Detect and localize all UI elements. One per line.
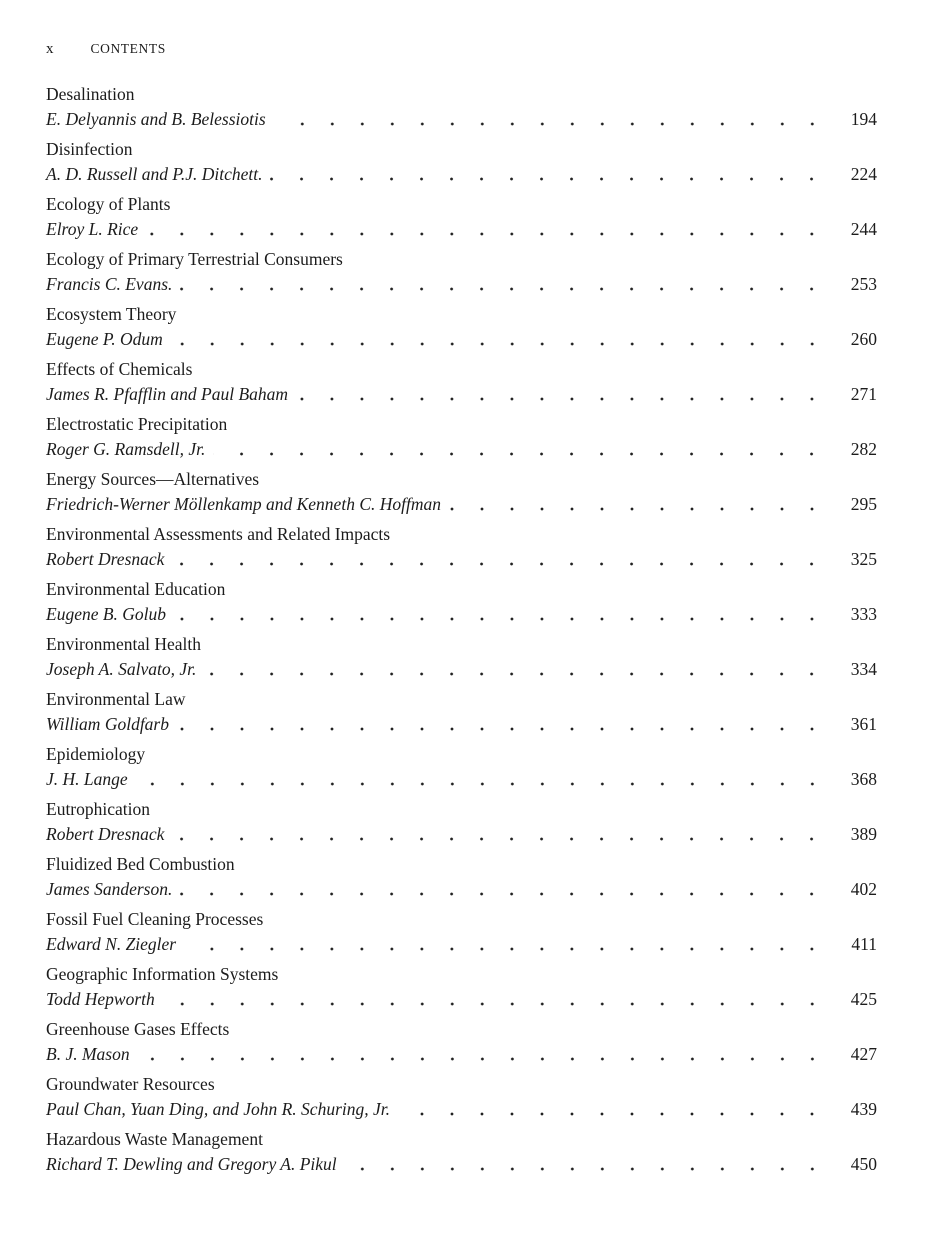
entry-author-row — [46, 492, 877, 516]
dot-leader — [270, 162, 829, 186]
entry-authors: Joseph A. Salvato, Jr. — [46, 659, 197, 679]
toc-entry — [46, 1017, 877, 1066]
dot-leader — [180, 272, 829, 296]
dot-leader — [204, 657, 829, 681]
entry-page-number: 450 — [850, 1154, 877, 1174]
toc-entry-list — [46, 82, 877, 1176]
toc-entry — [46, 577, 877, 626]
entry-authors: Francis C. Evans. — [46, 274, 173, 294]
entry-title: Geographic Information Systems — [46, 964, 279, 984]
entry-title: Energy Sources—Alternatives — [46, 469, 260, 489]
dot-leader — [171, 327, 829, 351]
entry-authors: B. J. Mason — [46, 1044, 130, 1064]
entry-page-number: 411 — [851, 934, 877, 954]
dot-leader — [449, 492, 829, 516]
toc-entry — [46, 632, 877, 681]
entry-author-row — [46, 657, 877, 681]
entry-title: Environmental Assessments and Related Impacts — [46, 524, 391, 544]
toc-entry — [46, 852, 877, 901]
entry-page-number: 368 — [850, 769, 877, 789]
dot-leader — [172, 822, 829, 846]
toc-entry — [46, 742, 877, 791]
toc-entry — [46, 302, 877, 351]
toc-entry — [46, 137, 877, 186]
entry-page-number: 334 — [850, 659, 877, 679]
entry-authors: Eugene B. Golub — [46, 604, 167, 624]
entry-authors: Robert Dresnack — [46, 824, 165, 844]
entry-authors: A. D. Russell and P.J. Ditchett. — [46, 164, 263, 184]
entry-title: Epidemiology — [46, 744, 146, 764]
folio-page-number: x — [46, 41, 54, 57]
entry-page-number: 271 — [850, 384, 877, 404]
entry-author-row — [46, 547, 877, 571]
toc-entry — [46, 412, 877, 461]
toc-entry — [46, 247, 877, 296]
entry-authors: William Goldfarb — [46, 714, 169, 734]
entry-page-number: 282 — [850, 439, 877, 459]
toc-entry — [46, 1127, 877, 1176]
entry-author-row — [46, 437, 877, 461]
entry-title: Ecosystem Theory — [46, 304, 177, 324]
entry-page-number: 402 — [850, 879, 877, 899]
entry-author-row — [46, 272, 877, 296]
entry-page-number: 194 — [850, 109, 877, 129]
entry-title: Ecology of Primary Terrestrial Consumers — [46, 249, 343, 269]
entry-title: Fossil Fuel Cleaning Processes — [46, 909, 264, 929]
toc-entry — [46, 82, 877, 131]
toc-entry — [46, 467, 877, 516]
dot-leader — [180, 877, 829, 901]
entry-title: Fluidized Bed Combustion — [46, 854, 235, 874]
entry-page-number: 425 — [850, 989, 877, 1009]
entry-title: Effects of Chemicals — [46, 359, 193, 379]
entry-author-row — [46, 822, 877, 846]
toc-entry — [46, 907, 877, 956]
entry-title: Environmental Education — [46, 579, 226, 599]
running-title: CONTENTS — [90, 41, 166, 56]
entry-author-row — [46, 327, 877, 351]
toc-entry — [46, 687, 877, 736]
toc-entry — [46, 962, 877, 1011]
entry-page-number: 325 — [850, 549, 877, 569]
dot-leader — [184, 932, 829, 956]
dot-leader — [177, 712, 829, 736]
entry-title: Desalination — [46, 84, 135, 104]
entry-authors: Robert Dresnack — [46, 549, 165, 569]
entry-authors: Todd Hepworth — [46, 989, 155, 1009]
dot-leader — [213, 437, 829, 461]
entry-authors: Roger G. Ramsdell, Jr. — [46, 439, 206, 459]
entry-author-row — [46, 107, 877, 131]
entry-page-number: 244 — [850, 219, 877, 239]
entry-author-row — [46, 1097, 877, 1121]
entry-page-number: 439 — [850, 1099, 877, 1119]
entry-title: Hazardous Waste Management — [46, 1129, 263, 1149]
toc-entry — [46, 192, 877, 241]
entry-page-number: 361 — [850, 714, 877, 734]
entry-author-row — [46, 1152, 877, 1176]
dot-leader — [163, 987, 829, 1011]
running-head — [46, 40, 877, 58]
entry-author-row — [46, 382, 877, 406]
entry-page-number: 389 — [850, 824, 877, 844]
toc-entry — [46, 357, 877, 406]
entry-authors: Edward N. Ziegler — [46, 934, 177, 954]
entry-authors: E. Delyannis and B. Belessiotis — [46, 109, 266, 129]
dot-leader — [174, 602, 829, 626]
toc-entry — [46, 522, 877, 571]
entry-author-row — [46, 877, 877, 901]
entry-authors: Richard T. Dewling and Gregory A. Pikul — [46, 1154, 337, 1174]
dot-leader — [136, 767, 829, 791]
entry-authors: James Sanderson. — [46, 879, 173, 899]
entry-authors: Paul Chan, Yuan Ding, and John R. Schuring, Jr. — [46, 1099, 391, 1119]
entry-author-row — [46, 162, 877, 186]
entry-author-row — [46, 217, 877, 241]
entry-page-number: 333 — [850, 604, 877, 624]
entry-author-row — [46, 932, 877, 956]
toc-entry — [46, 1072, 877, 1121]
entry-page-number: 295 — [850, 494, 877, 514]
entry-title: Ecology of Plants — [46, 194, 171, 214]
entry-title: Groundwater Resources — [46, 1074, 215, 1094]
entry-title: Environmental Health — [46, 634, 202, 654]
entry-title: Disinfection — [46, 139, 133, 159]
entry-title: Greenhouse Gases Effects — [46, 1019, 230, 1039]
entry-page-number: 260 — [850, 329, 877, 349]
dot-leader — [296, 382, 829, 406]
entry-title: Environmental Law — [46, 689, 186, 709]
entry-page-number: 224 — [850, 164, 877, 184]
entry-author-row — [46, 987, 877, 1011]
dot-leader — [345, 1152, 829, 1176]
dot-leader — [138, 1042, 829, 1066]
entry-authors: J. H. Lange — [46, 769, 128, 789]
dot-leader — [172, 547, 829, 571]
entry-authors: James R. Pfafflin and Paul Baham — [46, 384, 289, 404]
entry-title: Electrostatic Precipitation — [46, 414, 228, 434]
entry-author-row — [46, 712, 877, 736]
entry-title: Eutrophication — [46, 799, 151, 819]
entry-authors: Friedrich-Werner Möllenkamp and Kenneth C. Hoffman — [46, 494, 441, 514]
entry-authors: Eugene P. Odum — [46, 329, 163, 349]
entry-page-number: 253 — [850, 274, 877, 294]
entry-authors: Elroy L. Rice — [46, 219, 139, 239]
entry-author-row — [46, 767, 877, 791]
dot-leader — [274, 107, 829, 131]
toc-entry — [46, 797, 877, 846]
entry-author-row — [46, 1042, 877, 1066]
dot-leader — [398, 1097, 829, 1121]
dot-leader — [146, 217, 829, 241]
entry-author-row — [46, 602, 877, 626]
entry-page-number: 427 — [850, 1044, 877, 1064]
